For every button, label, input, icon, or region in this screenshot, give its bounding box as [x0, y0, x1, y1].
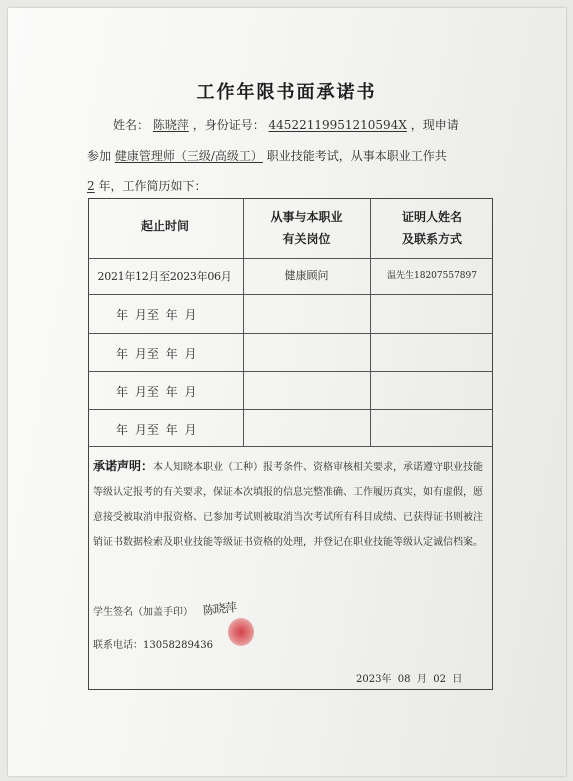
- exam-suffix: 职业技能考试，从事本职业工作共: [266, 149, 447, 163]
- header-witness-line1: 证明人姓名: [401, 210, 462, 224]
- table-row-divider: [88, 294, 493, 295]
- intro-line-2: [87, 147, 447, 164]
- statement-text: 本人知晓本职业（工种）报考条件、资格审核相关要求，承诺遵守职业技能等级认定报考的有关要求，保证本次填报的信息完整准确、工作履历真实，如有虚假，愿意接受被取消申报资格、已参加考试则被取消当次考试所有科目成绩、已获得证书则被注销证书数据检索及职业技能等级证书资格的处理，并登记在职业技能等级认定诚信档案。: [93, 462, 484, 548]
- signature-label: 学生签名（加盖手印）: [93, 607, 193, 618]
- document-title: 工作年限书面承诺书: [196, 82, 377, 103]
- intro-line-3: [87, 177, 206, 194]
- table-row-divider: [88, 446, 493, 447]
- header-period: 起止时间: [140, 219, 189, 233]
- years-suffix: 年，工作简历如下：: [98, 179, 207, 193]
- blank-period-row: 年 月至 年 月: [116, 308, 197, 322]
- table-row-divider: [88, 333, 493, 334]
- row1-position: 健康顾问: [284, 269, 329, 282]
- header-witness-line2: 及联系方式: [401, 232, 462, 246]
- blank-period-row: 年 月至 年 月: [116, 347, 197, 361]
- document-date: 2023年 08 月 02 日: [356, 674, 463, 685]
- table-row-divider: [88, 371, 493, 372]
- fingerprint-stamp: [228, 618, 254, 646]
- blank-period-row: 年 月至 年 月: [116, 385, 197, 399]
- id-value: 44522119951210594X: [268, 118, 407, 132]
- request-text: ，现申请: [410, 118, 459, 132]
- phone-line: [93, 636, 213, 651]
- handwritten-signature: 陈晓萍: [202, 600, 237, 618]
- participate-text: 参加: [87, 149, 112, 163]
- exam-value: 健康管理师（三级/高级工）: [114, 149, 263, 163]
- table-row-divider: [88, 258, 493, 259]
- name-label: 姓名：: [113, 118, 150, 132]
- phone-value: 13058289436: [143, 640, 213, 651]
- table-row-divider: [88, 409, 493, 410]
- commitment-statement: [93, 454, 486, 555]
- name-value: 陈晓萍: [152, 118, 189, 132]
- header-position-line2: 有关岗位: [282, 232, 331, 246]
- id-label: ，身份证号：: [192, 118, 265, 132]
- phone-label: 联系电话：: [93, 640, 143, 651]
- row1-witness: 温先生18207557897: [387, 271, 477, 281]
- intro-line-1: [113, 116, 459, 133]
- blank-period-row: 年 月至 年 月: [116, 423, 197, 437]
- header-position-line1: 从事与本职业: [270, 210, 343, 224]
- row1-period: 2021年12月至2023年06月: [97, 270, 232, 283]
- years-value: 2: [87, 179, 95, 193]
- statement-heading: 承诺声明：: [93, 459, 154, 473]
